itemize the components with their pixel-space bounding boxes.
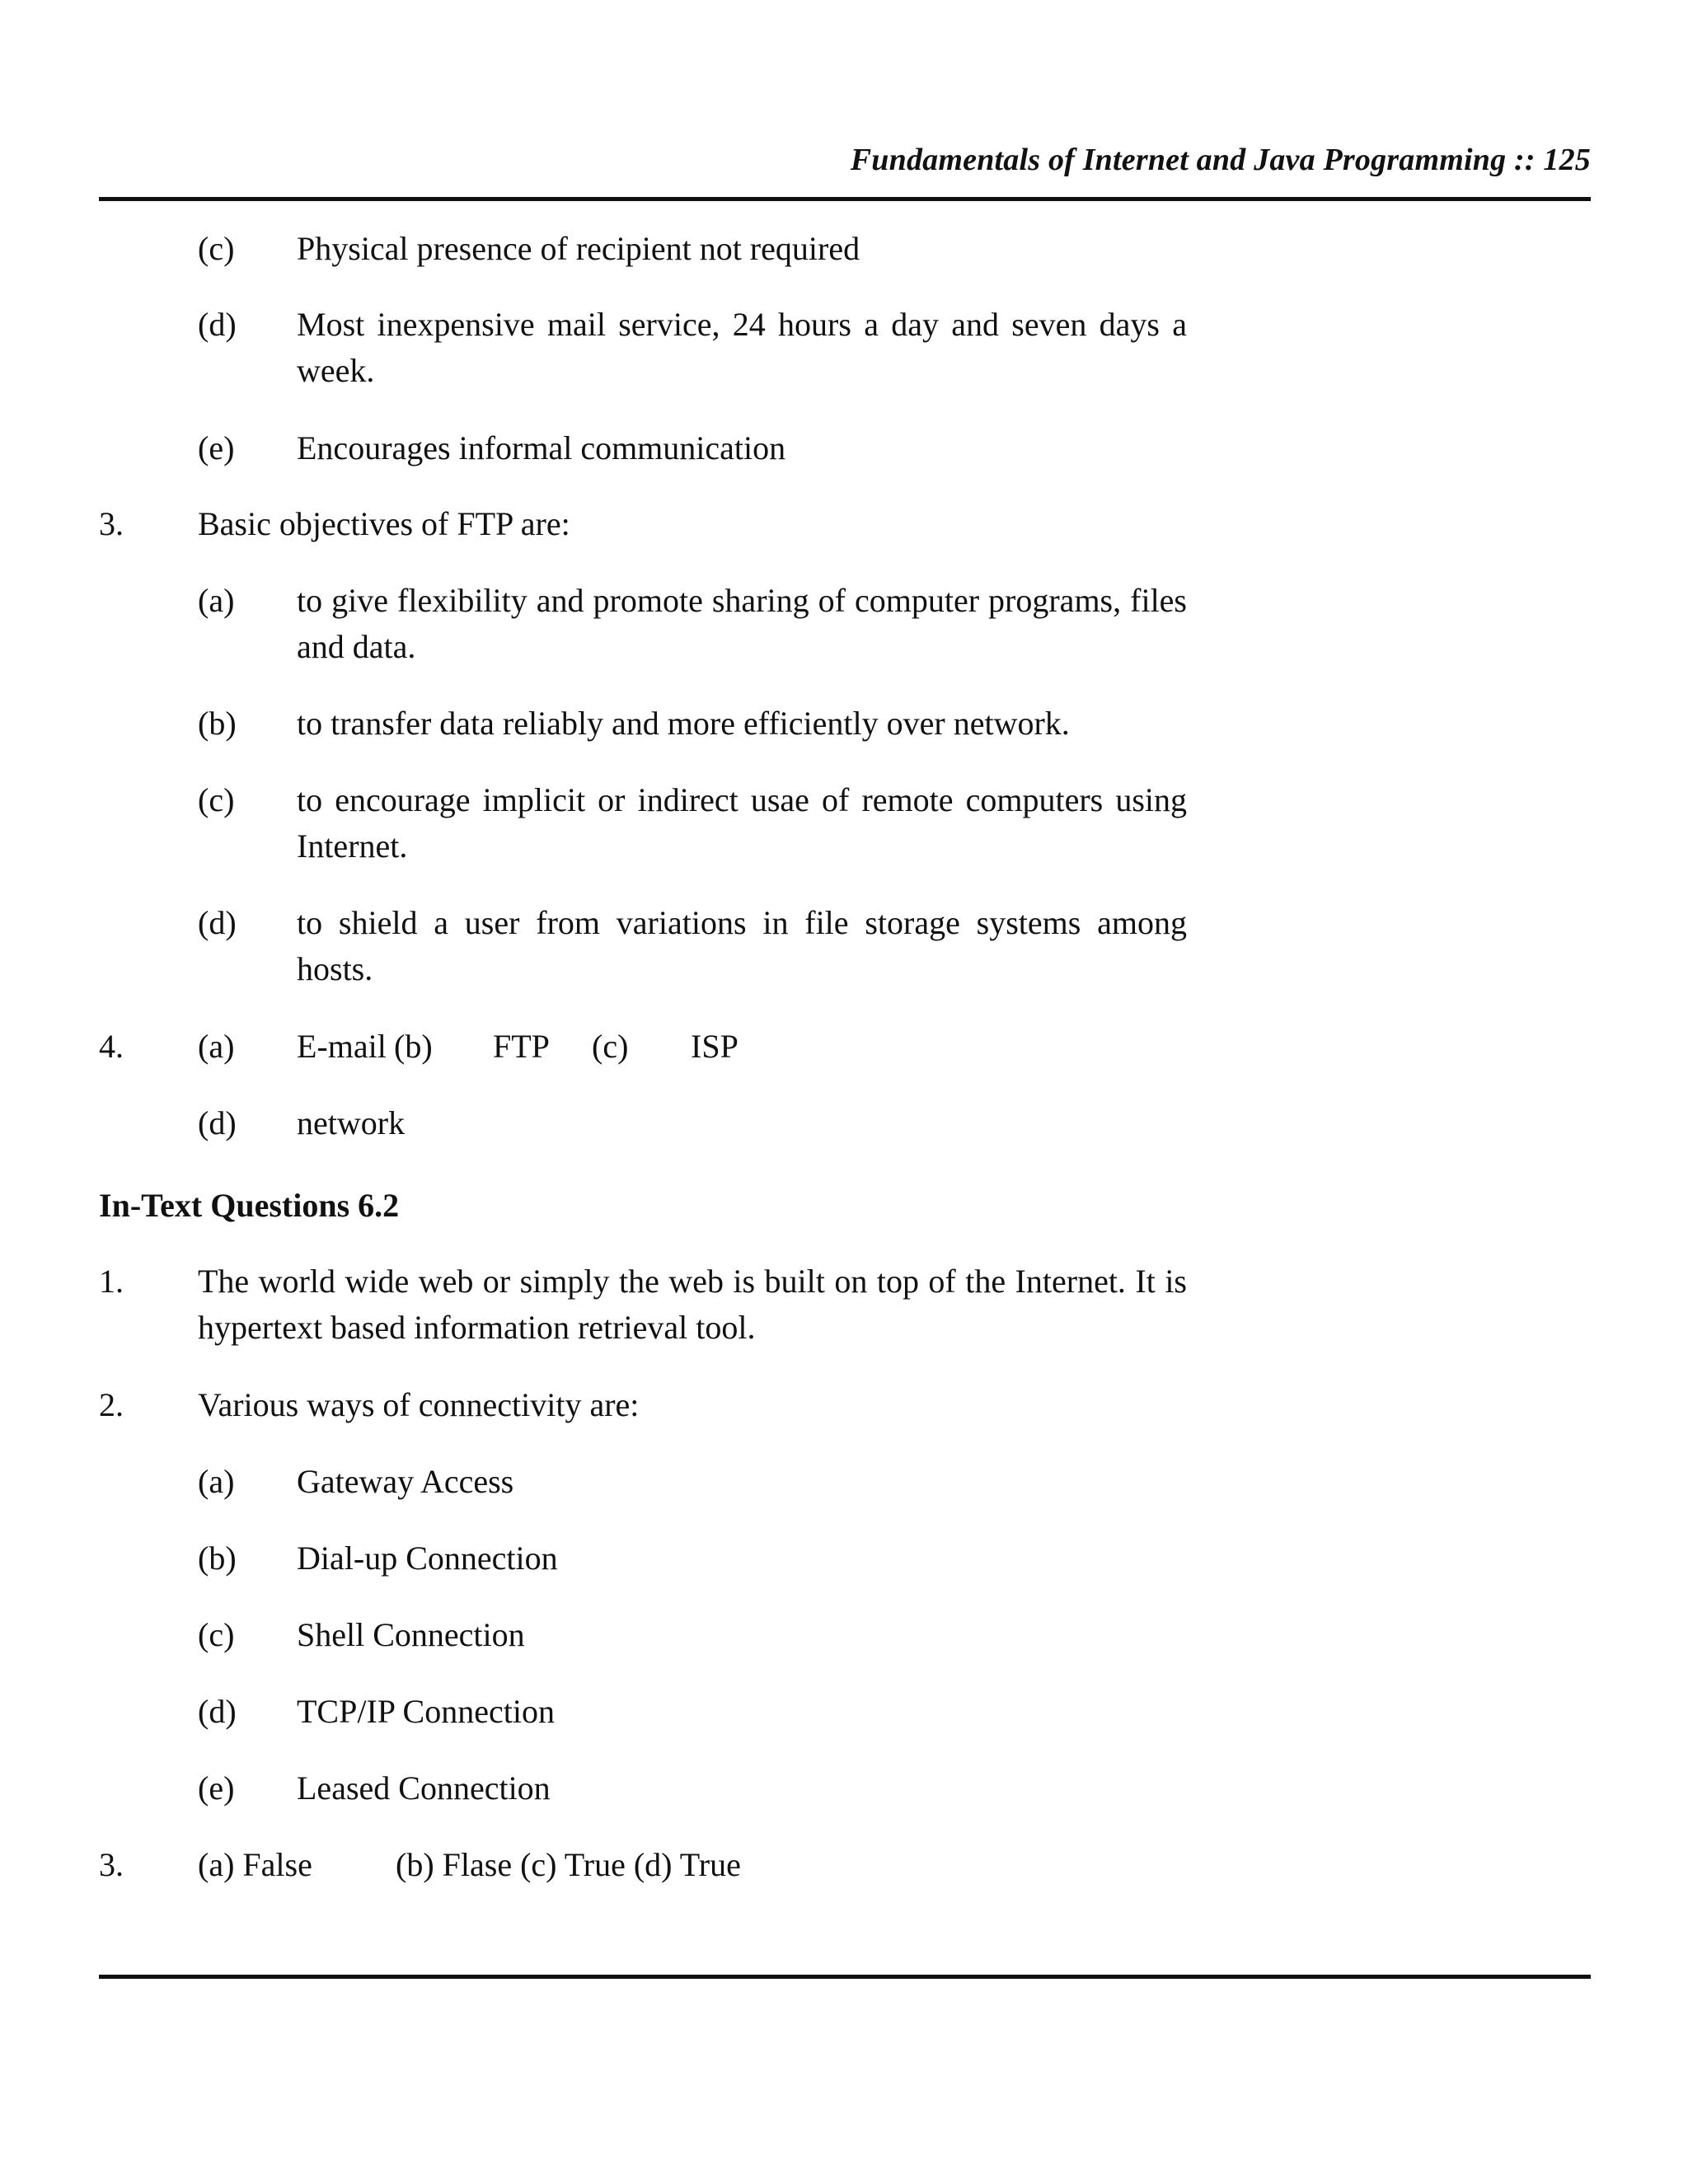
item-text: to transfer data reliably and more efficiently over network. <box>297 705 1070 742</box>
item-label: (c) <box>198 1616 235 1653</box>
footer-rule <box>99 1975 1591 1979</box>
section-heading: In-Text Questions 6.2 <box>99 1187 400 1224</box>
item-label: (b) <box>394 1028 433 1065</box>
question-text: Various ways of connectivity are: <box>198 1386 640 1423</box>
question-number: 4. <box>99 1028 124 1065</box>
item-text: to shield a user from variations in file storage systems among hosts. <box>297 904 1187 987</box>
item-text: Encourages informal communication <box>297 429 786 466</box>
item-text: TCP/IP Connection <box>297 1693 555 1730</box>
item-text: FTP <box>493 1028 550 1065</box>
item-text: to encourage implicit or indirect usae of remote computers using Internet. <box>297 781 1187 865</box>
item-text: Dial-up Connection <box>297 1540 558 1577</box>
running-header: Fundamentals of Internet and Java Programming :: 125 <box>850 143 1591 177</box>
item-label: (c) <box>592 1028 629 1065</box>
question-number: 2. <box>99 1386 124 1423</box>
item-text: ISP <box>691 1028 738 1065</box>
item-text: Physical presence of recipient not required <box>297 230 860 267</box>
item-label: (d) <box>198 1693 237 1730</box>
item-label: (e) <box>198 1769 235 1807</box>
item-label: (a) <box>198 582 235 619</box>
answer-part: (a) False <box>198 1846 312 1883</box>
item-text: Most inexpensive mail service, 24 hours a day and seven days a week. <box>297 306 1187 389</box>
item-label: (c) <box>198 781 235 818</box>
question-text: Basic objectives of FTP are: <box>198 505 570 542</box>
question-number: 3. <box>99 505 124 542</box>
question-text: The world wide web or simply the web is built on top of the Internet. It is hypertext based information retrieval tool. <box>198 1263 1187 1346</box>
header-rule <box>99 197 1591 201</box>
answer-part: (b) Flase (c) True (d) True <box>396 1846 741 1883</box>
item-text: to give flexibility and promote sharing of computer programs, files and data. <box>297 582 1187 665</box>
item-label: (b) <box>198 1540 237 1577</box>
item-label: (d) <box>198 306 237 343</box>
item-label: (c) <box>198 230 235 267</box>
item-label: (a) <box>198 1463 235 1500</box>
item-label: (d) <box>198 904 237 941</box>
question-number: 1. <box>99 1263 124 1300</box>
item-text: E-mail <box>297 1028 387 1065</box>
item-label: (e) <box>198 429 235 466</box>
item-label: (a) <box>198 1028 235 1065</box>
item-text: Leased Connection <box>297 1769 551 1807</box>
item-text: network <box>297 1104 406 1141</box>
item-label: (d) <box>198 1104 237 1141</box>
item-label: (b) <box>198 705 237 742</box>
item-text: Gateway Access <box>297 1463 514 1500</box>
question-number: 3. <box>99 1846 124 1883</box>
item-text: Shell Connection <box>297 1616 525 1653</box>
